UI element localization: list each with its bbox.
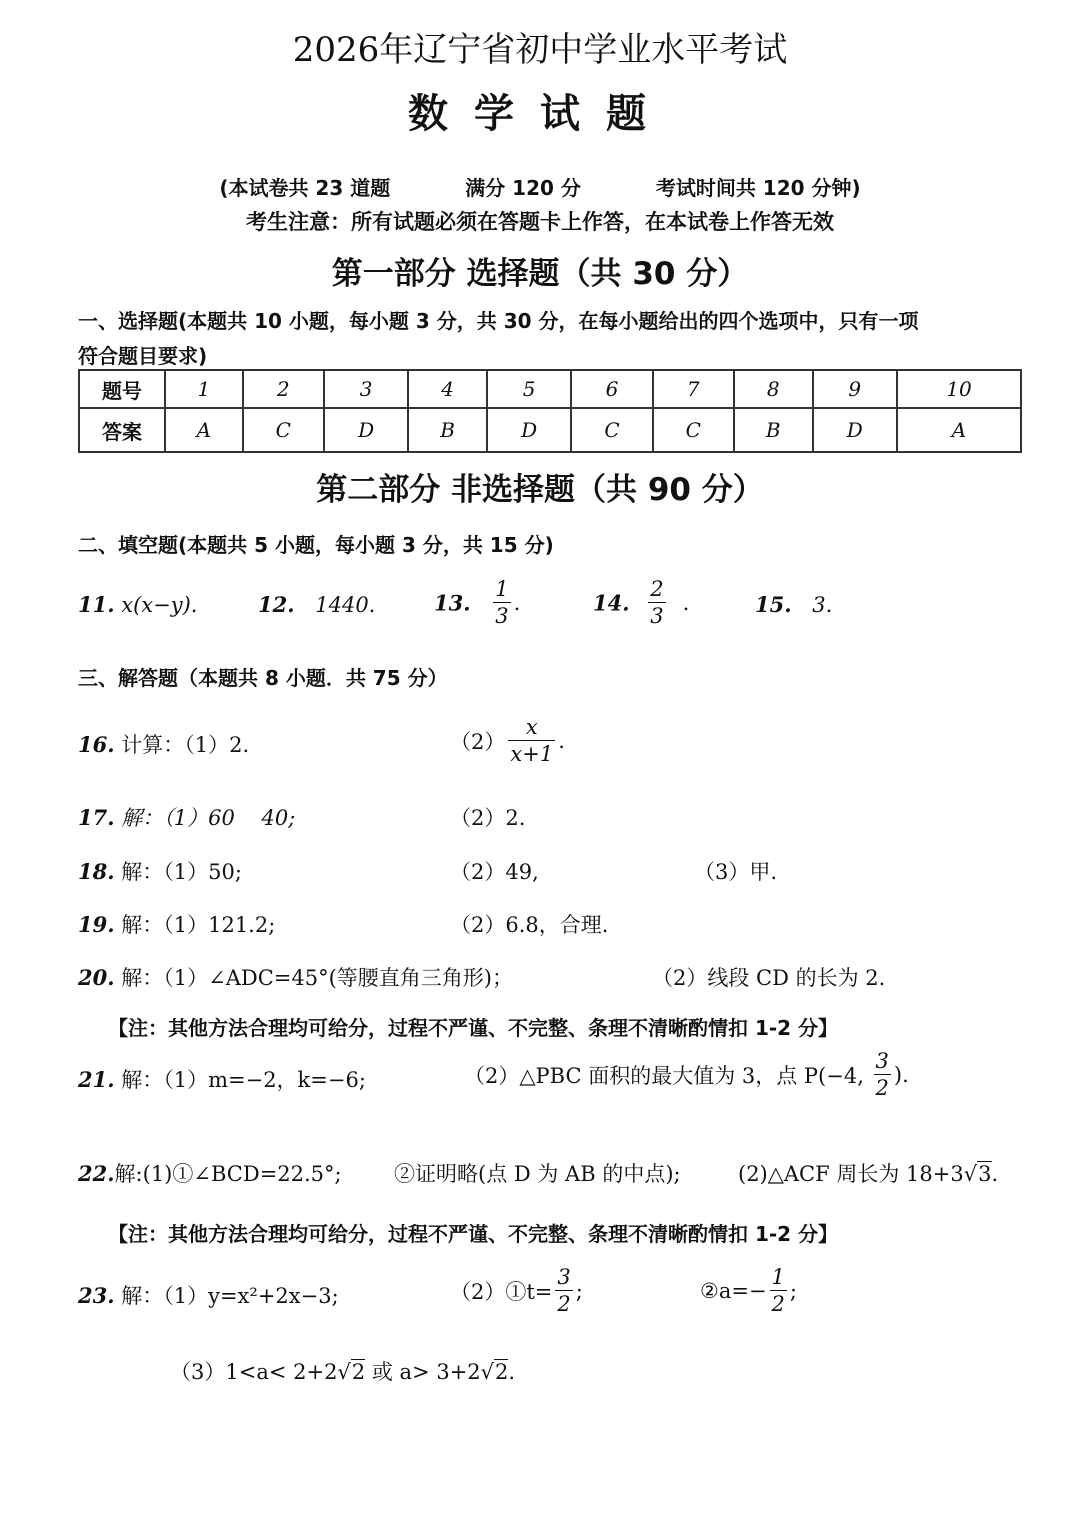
answer-22-part1: 22.解:(1)①∠BCD=22.5°; bbox=[78, 1161, 342, 1186]
answer-cell: C bbox=[243, 408, 324, 452]
table-row-answers bbox=[79, 408, 1021, 452]
answer-21-part2: （2）△PBC 面积的最大值为 3，点 P(−4, $\frac{3}{2}$ ). bbox=[464, 1049, 909, 1101]
answer-17-part2: （2）2. bbox=[450, 806, 526, 830]
answer-19-part1: 19. 解：（1）121.2; bbox=[78, 912, 276, 937]
choice-answer-table bbox=[78, 369, 1022, 453]
choice-section-line2: 符合题目要求) bbox=[78, 344, 208, 368]
answer-cell: D bbox=[324, 408, 408, 452]
fill-answer-15: 15. 3. bbox=[755, 592, 833, 617]
question-number: 5 bbox=[487, 370, 571, 408]
question-number: 1 bbox=[165, 370, 243, 408]
fraction: $\frac{x}{x+1}$ bbox=[510, 715, 554, 767]
answer-cell: B bbox=[408, 408, 487, 452]
table-row-numbers bbox=[79, 370, 1021, 408]
fraction: $\frac{1}{3}$ bbox=[495, 577, 509, 629]
question-number: 8 bbox=[734, 370, 813, 408]
answer-cell: A bbox=[165, 408, 243, 452]
fraction: $\frac{2}{3}$ bbox=[650, 577, 664, 629]
answer-17-part1: 17. 解：（1）60 40; bbox=[78, 805, 296, 830]
answer-cell: D bbox=[813, 408, 897, 452]
answer-19-part2: （2）6.8，合理. bbox=[450, 913, 609, 937]
answer-cell: C bbox=[653, 408, 734, 452]
exam-notice: 考生注意：所有试题必须在答题卡上作答，在本试卷上作答无效 bbox=[246, 210, 834, 234]
answer-16-part2: （2） $\frac{x}{x+1}$ . bbox=[450, 715, 565, 767]
choice-section-line1: 一、选择题(本题共 10 小题，每小题 3 分，共 30 分，在每小题给出的四个选项中，只有一项 bbox=[78, 309, 919, 333]
exam-info bbox=[0, 172, 1080, 201]
answer-cell: C bbox=[571, 408, 652, 452]
answer-23-part1: 23. 解：（1）y=x²+2x−3; bbox=[78, 1283, 339, 1308]
answer-16-part1: 16. 计算：（1）2. bbox=[78, 732, 250, 757]
grading-note-2: 【注：其他方法合理均可给分，过程不严谨、不完整、条理不清晰酌情扣 1-2 分】 bbox=[108, 1222, 839, 1246]
part2-title: 第二部分 非选择题（共 90 分） bbox=[316, 472, 764, 508]
grading-note: 【注：其他方法合理均可给分，过程不严谨、不完整、条理不清晰酌情扣 1-2 分】 bbox=[108, 1016, 839, 1040]
fill-answer-14: 14. $\frac{2}{3}$ . bbox=[593, 577, 690, 629]
answer-22-part3: (2)△ACF 周长为 18+3√3. bbox=[738, 1162, 999, 1186]
question-number: 3 bbox=[324, 370, 408, 408]
fill-answer-13: 13. $\frac{1}{3}$ . bbox=[434, 577, 521, 629]
fill-answer-12: 12. 1440. bbox=[258, 592, 376, 617]
row-header-answer: 答案 bbox=[79, 408, 165, 452]
answer-20-part2: （2）线段 CD 的长为 2. bbox=[652, 966, 886, 990]
answer-22-part2: ②证明略(点 D 为 AB 的中点); bbox=[394, 1162, 681, 1186]
answer-cell: A bbox=[897, 408, 1021, 452]
answer-20-part1: 20. 解：（1）∠ADC=45°(等腰直角三角形)； bbox=[78, 965, 513, 990]
row-header-number: 题号 bbox=[79, 370, 165, 408]
question-number: 9 bbox=[813, 370, 897, 408]
part1-title: 第一部分 选择题（共 30 分） bbox=[331, 256, 749, 292]
info-time: 考试时间共 120 分钟) bbox=[655, 176, 861, 200]
answer-cell: B bbox=[734, 408, 813, 452]
fraction: $\frac{3}{2}$ bbox=[557, 1265, 571, 1317]
question-number: 2 bbox=[243, 370, 324, 408]
question-number: 7 bbox=[653, 370, 734, 408]
fill-section-title: 二、填空题(本题共 5 小题，每小题 3 分，共 15 分) bbox=[78, 533, 554, 557]
question-number: 10 bbox=[897, 370, 1021, 408]
question-number: 4 bbox=[408, 370, 487, 408]
question-number: 6 bbox=[571, 370, 652, 408]
answer-23-part4: （3）1<a< 2+2√2 或 a> 3+2√2. bbox=[170, 1360, 516, 1384]
answer-18-part1: 18. 解：（1）50; bbox=[78, 859, 242, 884]
info-count: (本试卷共 23 道题 bbox=[219, 176, 391, 200]
answer-18-part3: （3）甲. bbox=[694, 860, 778, 884]
answer-23-part3: ②a=− $\frac{1}{2}$ ; bbox=[700, 1265, 797, 1317]
answer-23-part2: （2）①t= $\frac{3}{2}$ ; bbox=[450, 1265, 583, 1317]
subject-title: 数学试题 bbox=[408, 91, 672, 137]
exam-title: 2026年辽宁省初中学业水平考试 bbox=[292, 30, 788, 70]
answer-cell: D bbox=[487, 408, 571, 452]
fill-answer-11: 11. x(x−y). bbox=[78, 592, 198, 617]
answer-21-part1: 21. 解：（1）m=−2，k=−6; bbox=[78, 1067, 366, 1092]
fraction: $\frac{1}{2}$ bbox=[771, 1265, 785, 1317]
solve-section-title: 三、解答题（本题共 8 小题．共 75 分） bbox=[78, 666, 448, 690]
info-score: 满分 120 分 bbox=[465, 176, 581, 200]
answer-18-part2: （2）49, bbox=[450, 860, 539, 884]
fraction: $\frac{3}{2}$ bbox=[875, 1049, 889, 1101]
